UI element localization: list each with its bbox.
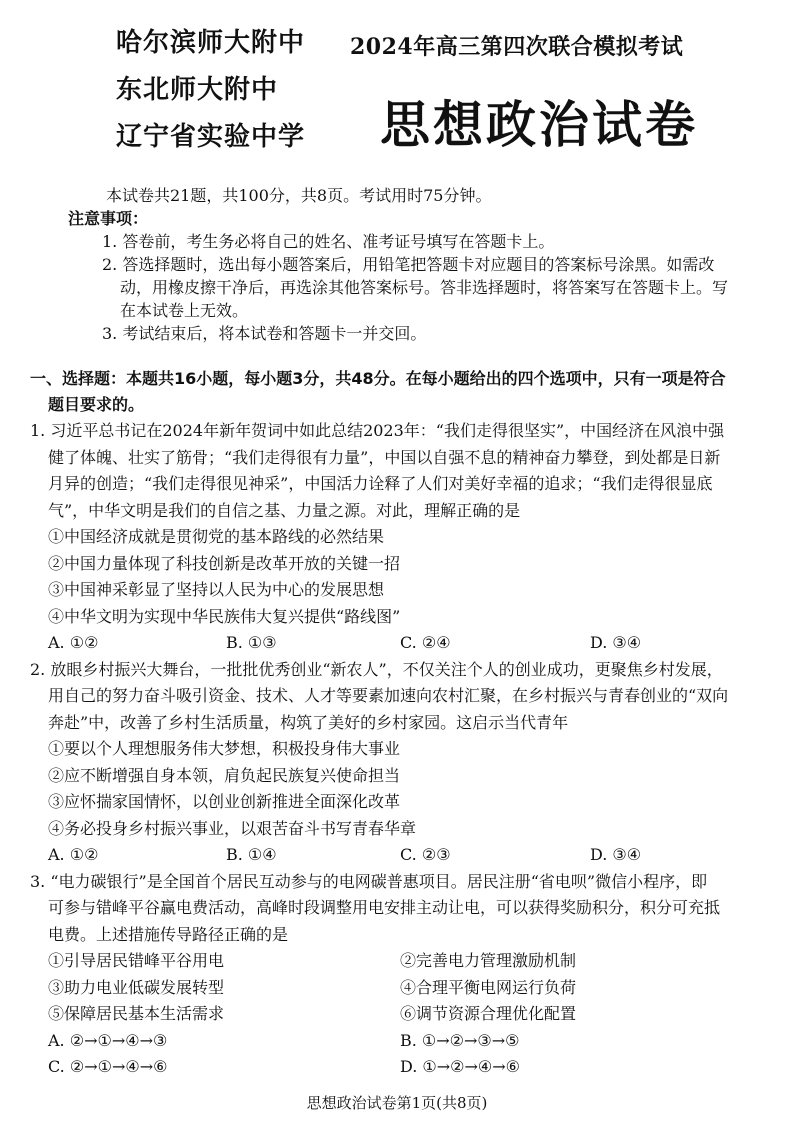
answer-choice-b: B. ①④ [226,845,277,864]
statement-option: ①中国经济成就是贯彻党的基本路线的必然结果 [48,527,385,546]
question-stem: 电费。上述措施传导路径正确的是 [48,924,289,944]
answer-choice-d: D. ③④ [590,845,642,864]
question-2 [0,657,794,869]
statement-option: ①要以个人理想服务伟大梦想，积极投身伟大事业 [48,739,401,758]
question-stem: 可参与错峰平谷赢电费活动，高峰时段调整用电安排主动让电，可以获得奖励积分，积分可充抵 [48,898,721,917]
question-3 [0,869,794,1081]
answer-choice-a: A. ②→①→④→③ [48,1030,168,1050]
section-heading-line: 题目要求的。 [48,395,145,414]
statement-option: ①引导居民错峰平谷用电 [48,951,225,970]
subject-title: 思想政治试卷 [380,96,698,154]
answer-choices [0,630,794,657]
statement-option: ②完善电力管理激励机制 [400,951,577,970]
option-row [0,975,794,1002]
statement-option: ②应不断增强自身本领，肩负起民族复兴使命担当 [48,765,401,785]
notice-item: 2. 答选择题时，选出每小题答案后，用铅笔把答题卡对应题目的答案标号涂黑。如需改 [102,255,715,274]
statement-option: ③助力电业低碳发展转型 [48,977,225,997]
answer-choice-c: C. ②→①→④→⑥ [48,1057,168,1076]
answer-choice-c: C. ②③ [400,845,451,864]
statement-option: ④务必投身乡村振兴事业，以艰苦奋斗书写青春华章 [48,818,417,838]
answer-row [0,1028,794,1055]
option-row [0,1001,794,1028]
statement-option: ②中国力量体现了科技创新是改革开放的关键一招 [48,553,401,573]
answer-choice-a: A. ①② [48,845,99,864]
question-stem: 气”，中华文明是我们的自信之基、力量之源。对此，理解正确的是 [48,500,521,520]
notice-item-continued: 在本试卷上无效。 [120,301,249,320]
statement-option: ⑥调节资源合理优化配置 [400,1004,577,1023]
statement-option: ④中华文明为实现中华民族伟大复兴提供“路线图” [48,606,401,626]
statement-option: ⑤保障居民基本生活需求 [48,1004,225,1023]
question-stem: 健了体魄、壮实了筋骨；“我们走得很有力量”，中国以自强不息的精神奋力攀登，到处都是日新 [48,447,721,467]
option-grid [0,948,794,1081]
question-stem: 2. 放眼乡村振兴大舞台，一批批优秀创业“新农人”，不仅关注个人的创业成功，更聚焦乡村发展， [30,659,723,679]
question-stem: 1. 习近平总书记在2024年新年贺词中如此总结2023年：“我们走得很坚实”，中国经济在风浪中强 [30,421,725,440]
section-heading [0,366,794,418]
section-heading-line: 一、选择题：本题共16小题，每小题3分，共48分。在每小题给出的四个选项中，只有一项是符合 [30,369,726,388]
answer-choice-c: C. ②④ [400,633,451,652]
answer-row [0,1054,794,1081]
option-row [0,948,794,975]
notice-title: 注意事项： [68,209,149,228]
answer-choice-d: D. ①→②→④→⑥ [400,1057,521,1076]
answer-choice-b: B. ①③ [226,633,277,652]
page-footer: 思想政治试卷第1页(共8页) [306,1094,488,1112]
statement-option: ④合理平衡电网运行负荷 [400,977,577,997]
question-stem: 3. “电力碳银行”是全国首个居民互动参与的电网碳普惠项目。居民注册“省电呗”微信小程序，即 [30,871,708,891]
exam-header [0,0,794,170]
school-list [116,20,336,161]
statement-option: ③应怀揣家国情怀，以创业创新推进全面深化改革 [48,792,401,811]
notice-item-continued: 动，用橡皮擦干净后，再选涂其他答案标号。答非选择题时，将答案写在答题卡上。写 [120,278,729,297]
exam-title: 2024年高三第四次联合模拟考试 [350,34,684,60]
question-stem: 用自己的努力奋斗吸引资金、技术、人才等要素加速向农村汇聚，在乡村振兴与青春创业的“双向 [48,686,729,705]
question-area [0,366,794,1081]
exam-summary: 本试卷共21题，共100分，共8页。考试用时75分钟。 [106,186,492,205]
exam-instructions [0,184,794,345]
answer-choices [0,842,794,869]
question-stem: 奔赴”中，改善了乡村生活质量，构筑了美好的乡村家园。这启示当代青年 [48,712,569,732]
school-name: 辽宁省实验中学 [116,122,306,152]
question-stem: 月异的创造；“我们走得很见神采”，中国活力诠释了人们对美好幸福的追求；“我们走得很显底 [48,474,713,493]
question-1 [0,418,794,657]
statement-option: ③中国神采彰显了坚持以人民为中心的发展思想 [48,580,385,599]
answer-choice-a: A. ①② [48,633,99,652]
answer-choice-d: D. ③④ [590,633,642,652]
notice-item: 3. 考试结束后，将本试卷和答题卡一并交回。 [102,324,427,343]
school-name: 哈尔滨师大附中 [116,28,306,58]
notice-item: 1. 答卷前，考生务必将自己的姓名、准考证号填写在答题卡上。 [102,232,555,251]
answer-choice-b: B. ①→②→③→⑤ [400,1030,520,1050]
school-name: 东北师大附中 [116,75,279,105]
